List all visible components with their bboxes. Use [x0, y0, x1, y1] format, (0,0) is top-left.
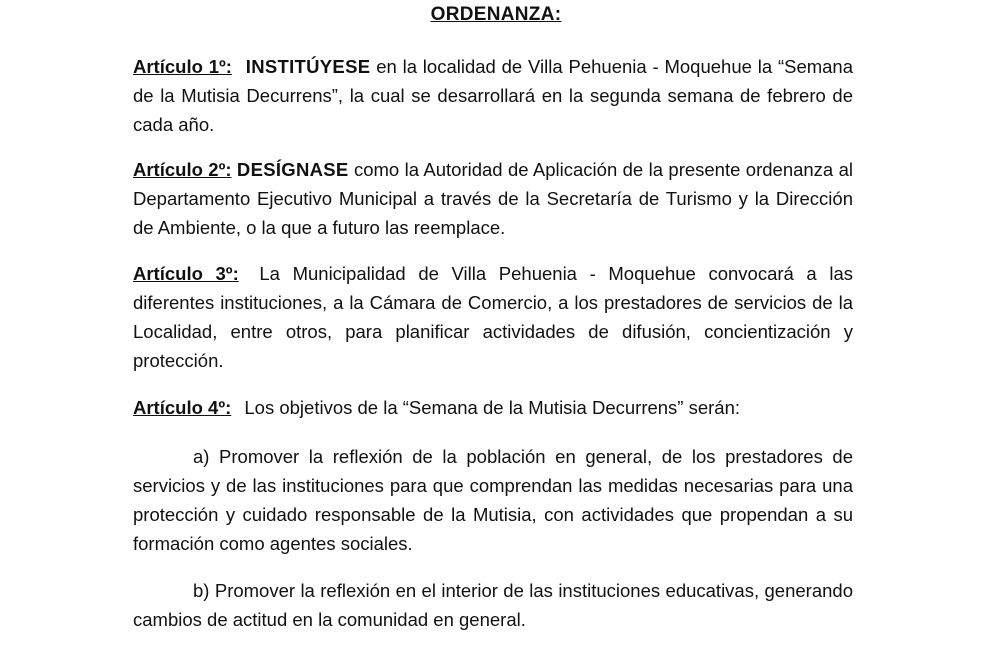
article-label: Artículo 4º:: [133, 397, 232, 418]
article-4: [133, 393, 853, 422]
article-text: Los objetivos de la “Semana de la Mutisia Decurrens” serán:: [244, 397, 741, 418]
article-label: Artículo 3º:: [133, 263, 239, 284]
objective-a: [133, 442, 853, 558]
article-label: Artículo 1º:: [133, 56, 232, 77]
article-label: Artículo 2º:: [133, 159, 232, 180]
article-text: como la Autoridad de Aplicación de la presente ordenanza al Departamento Ejecutivo Municipal a través de la Secretaría de Turismo y la Dirección de Ambiente, o la que a futuro las reemplace.: [133, 159, 854, 238]
objective-text: b) Promover la reflexión en el interior de las instituciones educativas, generando cambios de actitud en la comunidad en general.: [133, 580, 853, 630]
article-1: [133, 52, 853, 139]
article-2: [133, 155, 853, 242]
article-keyword: DESÍGNASE: [236, 159, 349, 180]
objective-text: a) Promover la reflexión de la población en general, de los prestadores de servicios y de las instituciones para que comprendan las medidas necesarias para una protección y cuidado responsable de la Mutisia, con actividades que propendan a su formación como agentes sociales.: [133, 446, 853, 554]
page-title: ORDENANZA:: [430, 4, 562, 25]
objective-b: [133, 576, 853, 634]
article-3: [133, 259, 853, 375]
article-keyword: INSTITÚYESE: [245, 56, 371, 77]
article-text: La Municipalidad de Villa Pehuenia - Moquehue convocará a las diferentes instituciones, a la Cámara de Comercio, a los prestadores de servicios de la Localidad, entre otros, para planificar actividades de difusión, concientización y protección.: [133, 263, 854, 371]
article-text: en la localidad de Villa Pehuenia - Moquehue la “Semana de la Mutisia Decurrens”, la cual se desarrollará en la segunda semana de febrero de cada año.: [133, 56, 854, 135]
